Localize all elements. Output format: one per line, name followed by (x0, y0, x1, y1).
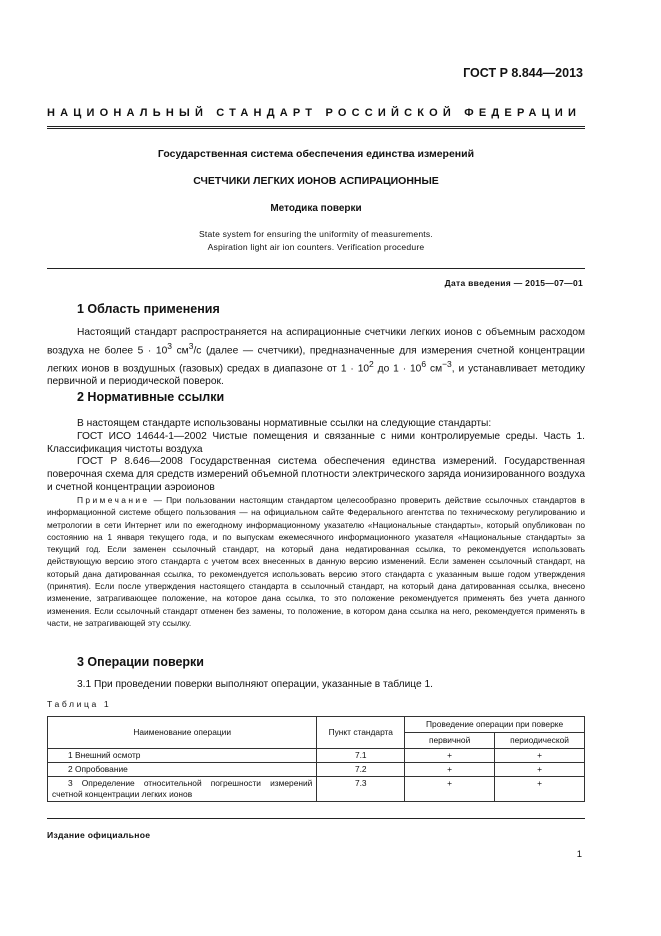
table-row: 1 Внешний осмотр 7.1 + + (48, 749, 585, 763)
title-divider (47, 268, 585, 269)
header-standard-item: Пункт стандарта (317, 717, 405, 749)
note-text: — При пользовании настоящим стандартом целесообразно проверить действие ссылочных стандартов в информационной системе общего пользования — на официальном сайте Федерального агентства по техническому регулированию и метрологии в сети Интернет или по ежегодному информационному указателю «Национальные стандарты», который опубликован по состоянию на 1 января текущего года, и по выпускам ежемесячного информационного указателя «Национальные стандарты» за текущий год. Если заменен ссылочный стандарт, на который дана недатированная ссылка, то рекомендуется использовать действующую версию этого стандарта с учетом всех внесенных в данную версию изменений. Если заменен ссылочный стандарт, на который дана датированная ссылка, то рекомендуется использовать версию этого стандарта с указанным выше годом утверждения (принятия). Если после утверждения настоящего стандарта в ссылочный стандарт, на который дана датированная ссылка, внесено изменение, затрагивающее положение, на которое дана ссылка, то это положение рекомендуется применять без учета данного изменения. Если ссылочный стандарт отменен без замены, то положение, в котором дана ссылка на него, рекомендуется применять в части, не затрагивающей эту ссылку. (47, 495, 585, 628)
header-primary: первичной (405, 733, 495, 749)
section-2-heading: 2 Нормативные ссылки (77, 390, 225, 404)
section-1-heading: 1 Область применения (77, 302, 220, 316)
method-title: Методика поверки (270, 203, 362, 214)
section-3-heading: 3 Операции поверки (77, 655, 204, 669)
top-divider-second (47, 128, 585, 129)
section-2-intro: В настоящем стандарте использованы нормативные ссылки на следующие стандарты: (77, 418, 492, 429)
top-divider (47, 126, 585, 127)
operations-table (47, 716, 585, 802)
standard-title: СЧЕТЧИКИ ЛЕГКИХ ИОНОВ АСПИРАЦИОННЫЕ (193, 175, 439, 187)
reference-gost-8-646: ГОСТ Р 8.646—2008 Государственная система обеспечения единства измерений. Государственная поверочная схема для средств измерений объемной плотности электрического заряда ионизированного воздуха и счетной концентрации аэроионов (47, 456, 585, 493)
table-caption: Таблица 1 (47, 699, 112, 709)
english-title-line-1: State system for ensuring the uniformity of measurements. (199, 229, 433, 239)
document-code: ГОСТ Р 8.844—2013 (463, 66, 583, 80)
footer-divider (47, 818, 585, 819)
english-title-line-2: Aspiration light air ion counters. Verification procedure (207, 242, 425, 252)
header-verification-group: Проведение операции при поверке (405, 717, 585, 733)
official-edition: Издание официальное (47, 830, 151, 840)
note (47, 494, 585, 629)
header-periodic: периодической (495, 733, 585, 749)
system-title: Государственная система обеспечения единства измерений (157, 148, 475, 160)
section-2-text (47, 418, 585, 495)
english-title (47, 228, 585, 254)
note-label: Примечание (77, 495, 150, 505)
page-number: 1 (576, 849, 582, 860)
national-standard-banner: НАЦИОНАЛЬНЫЙ СТАНДАРТ РОССИЙСКОЙ ФЕДЕРАЦИИ (47, 107, 582, 119)
table-row: 2 Опробование 7.2 + + (48, 763, 585, 777)
intro-date: Дата введения — 2015—07—01 (444, 278, 583, 288)
reference-iso-14644: ГОСТ ИСО 14644-1—2002 Чистые помещения и связанные с ними контролируемые среды. Часть 1. Классификация чистоты воздуха (47, 430, 585, 455)
section-3-1-text: 3.1 При проведении поверки выполняют операции, указанные в таблице 1. (77, 679, 433, 690)
table-row: 3 Определение относительной погрешности измерений счетной концентрации легких ионов 7.3 + + (48, 777, 585, 802)
header-operation-name: Наименование операции (48, 717, 317, 749)
section-1-text: Настоящий стандарт распространяется на аспирационные счетчики легких ионов с объемным расходом воздуха не более $5 \cdot 10^3$ $см^3/с$ (далее — счетчики), предназначенные для измерения счетной концентрации легких ионов в воздушных (газовых) средах в диапазоне от $1 \cdot 10^2$ до $1 \cdot 10^6$ $см^{-3}$, и устанавливает методику первичной и периодической поверок. (47, 327, 585, 388)
